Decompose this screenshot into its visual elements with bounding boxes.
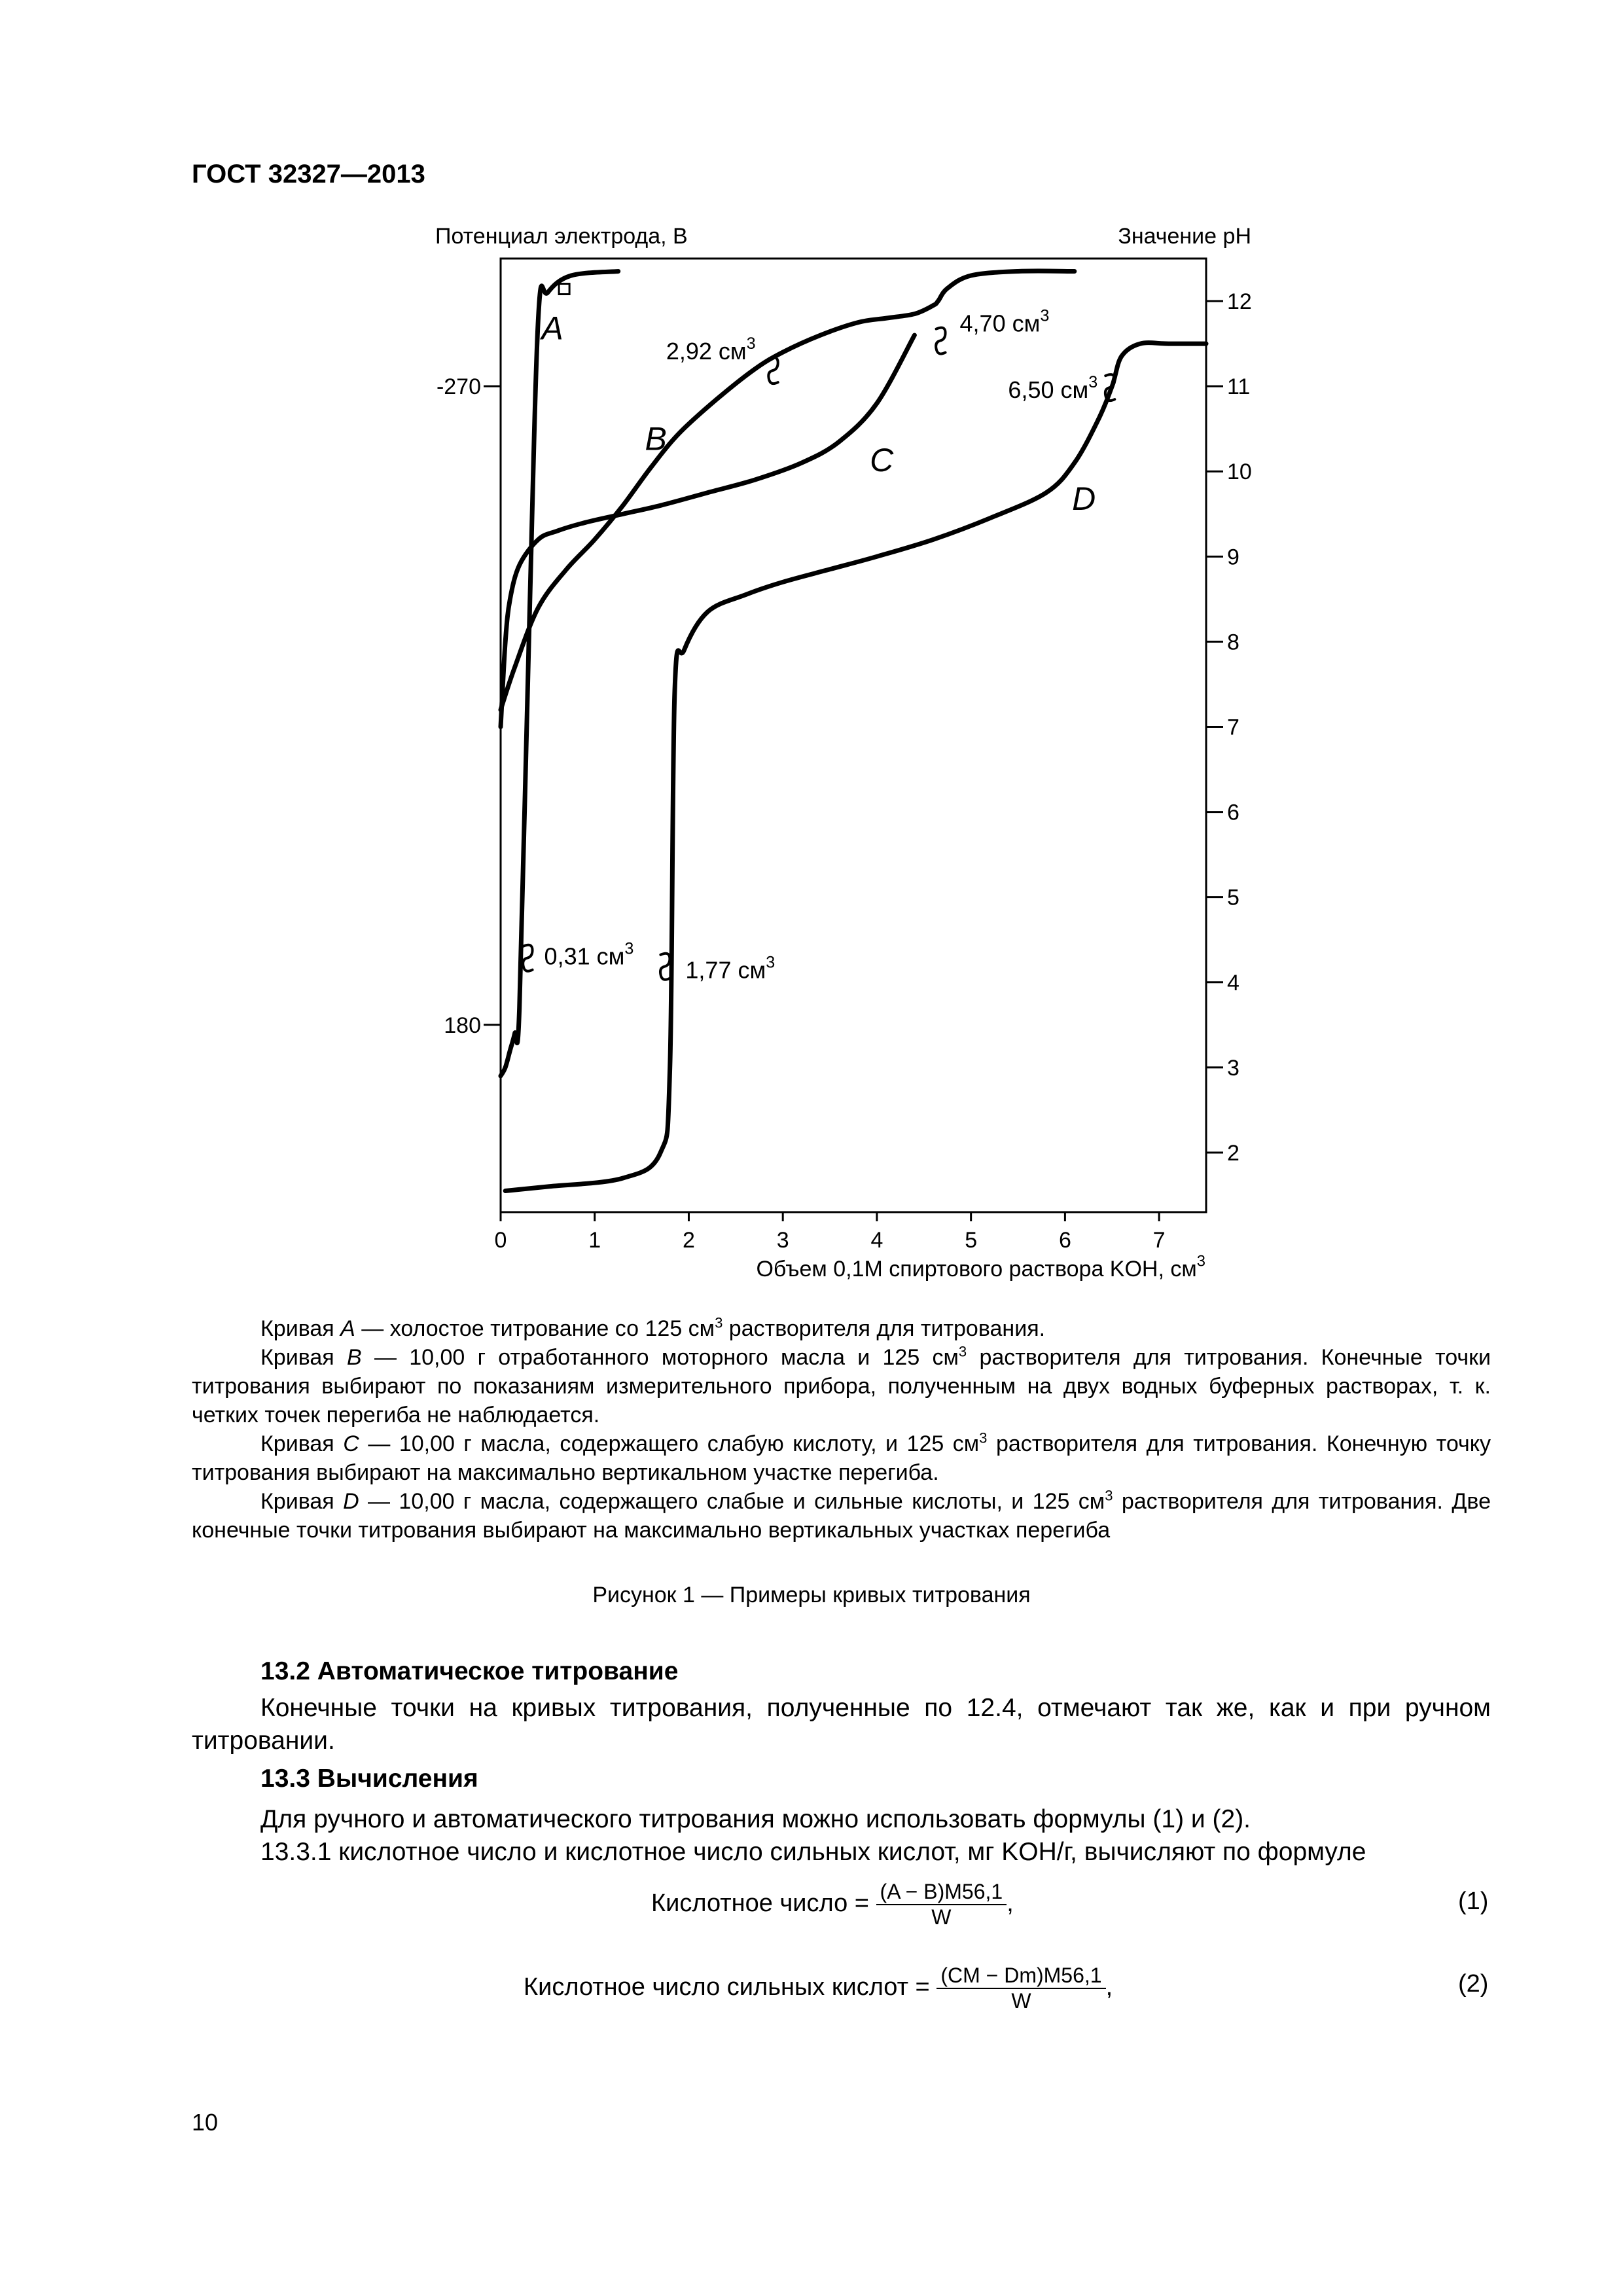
right-tick-label: 11 [1227, 374, 1251, 400]
endpoint-label: 4,70 $см^3$ [959, 306, 1050, 337]
x-tick-label: 6 [1058, 1228, 1071, 1253]
curve-b [501, 335, 914, 726]
right-tick-label: 6 [1227, 800, 1240, 825]
caption-curve-c: Кривая C — 10,00 г масла, содержащего слабую кислоту, и 125 $см^3$ растворителя для титрования. Конечную точку титрования выбирают на максимально вертикальном участке перегиба. [192, 1429, 1491, 1485]
x-tick-label: 7 [1152, 1228, 1166, 1253]
right-tick-label: 9 [1227, 545, 1240, 570]
formula-1-number: (1) [1458, 1888, 1489, 1915]
formula-2-number: (2) [1458, 1970, 1489, 1998]
endpoint-label: 6,50 $см^3$ [1008, 372, 1098, 404]
caption-curve-b: Кривая B — 10,00 г отработанного моторного масла и 125 $см^3$ растворителя для титрования. Конечные точки титрования выбирают по показаниям измерительного прибора, полученным на двух водных буферных растворах, т. к. четких точек перегиба не наблюдается. [192, 1343, 1491, 1427]
curve-label-a: A [541, 310, 563, 347]
right-tick-label: 2 [1227, 1140, 1240, 1166]
right-axis-label: Значение pH [1118, 224, 1251, 249]
right-tick-label: 10 [1227, 459, 1252, 485]
left-tick-label: -270 [436, 374, 481, 400]
x-tick-label: 1 [588, 1228, 601, 1253]
endpoint-label: 0,31 $см^3$ [544, 939, 634, 970]
caption-curve-d: Кривая D — 10,00 г масла, содержащего слабые и сильные кислоты, и 125 $см^3$ растворителя для титрования. Две конечные точки титрования выбирают на максимально вертикальных участках перегиба [192, 1487, 1491, 1543]
caption-curve-a: Кривая A — холостое титрование со 125 $см^3$ растворителя для титрования. [260, 1314, 1046, 1341]
right-tick-label: 4 [1227, 970, 1240, 996]
formula-2-denominator: W [1011, 1989, 1031, 2013]
formula-1-numerator: (A − B)M56,1 [876, 1880, 1007, 1905]
right-tick-label: 7 [1227, 715, 1240, 740]
endpoint-label: 1,77 $см^3$ [685, 953, 776, 984]
curve-label-b: B [645, 420, 667, 457]
x-tick-label: 2 [683, 1228, 695, 1253]
x-tick-label: 5 [965, 1228, 978, 1253]
x-tick-label: 0 [494, 1228, 507, 1253]
document-header: ГОСТ 32327—2013 [192, 160, 425, 188]
x-axis-label: Объем 0,1М спиртового раствора KOH, $см^3$ [756, 1252, 1205, 1282]
endpoint-mark [936, 328, 945, 354]
plot-border [501, 259, 1206, 1212]
x-tick-label: 4 [870, 1228, 883, 1253]
blank-endpoint-marker [559, 284, 569, 295]
endpoint-label: 2,92 $см^3$ [666, 334, 756, 365]
left-tick-label: 180 [444, 1013, 481, 1038]
formula-1: Кислотное число = $\frac{(A - B)M56,1}{W}$ , [651, 1880, 1014, 1929]
left-axis-label: Потенциал электрода, В [435, 224, 688, 249]
right-tick-label: 8 [1227, 630, 1240, 655]
right-tick-label: 12 [1227, 289, 1252, 315]
endpoint-mark [660, 954, 669, 980]
figure-title: Рисунок 1 — Примеры кривых титрования [592, 1583, 1031, 1607]
section-13-3-heading: 13.3 Вычисления [260, 1765, 478, 1793]
formula-2-numerator: (CM − Dm)M56,1 [936, 1964, 1105, 1989]
curve-label-c: C [870, 442, 894, 479]
formula-2: Кислотное число сильных кислот = $\frac{(CM - Dm)M56,1}{W}$ , [524, 1964, 1113, 2013]
section-13-2-heading: 13.2 Автоматическое титрование [260, 1657, 679, 1685]
page-number: 10 [192, 2109, 219, 2136]
curve-d [505, 343, 1206, 1191]
figure-caption [192, 1314, 1491, 1545]
endpoint-mark [523, 945, 532, 971]
right-tick-label: 5 [1227, 885, 1240, 910]
curve-label-d: D [1072, 480, 1096, 517]
formula-1-denominator: W [931, 1905, 952, 1929]
section-13-3-text: Для ручного и автоматического титрования можно использовать формулы (1) и (2). 13.3.1 кислотное число и кислотное число сильных кислот, мг KOH/г, вычисляют по формуле [260, 1805, 1366, 1866]
x-tick-label: 3 [776, 1228, 789, 1253]
section-13-2-text: Конечные точки на кривых титрования, полученные по 12.4, отмечают так же, как и при ручном титровании. [192, 1694, 1491, 1755]
right-tick-label: 3 [1227, 1055, 1240, 1081]
